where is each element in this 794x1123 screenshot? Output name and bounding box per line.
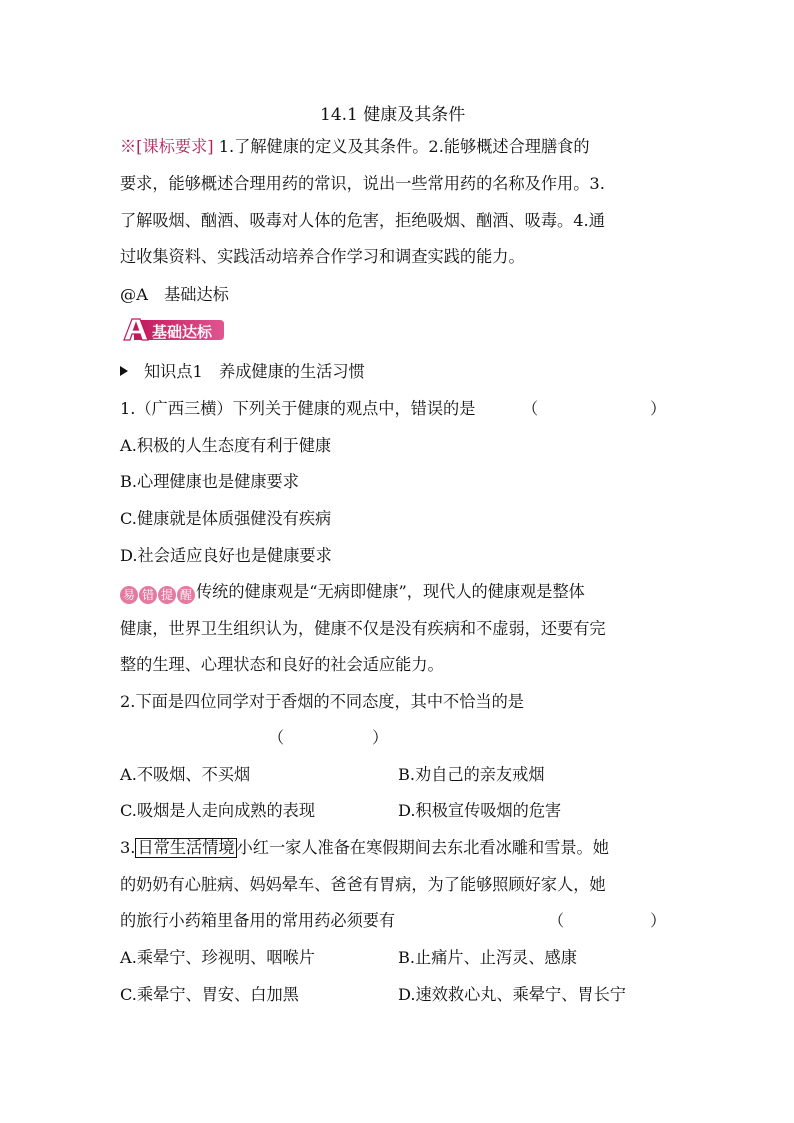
requirements-line-1 [120, 133, 590, 157]
q2-option-d: D.积极宣传吸烟的危害 [398, 801, 562, 820]
q2-option-b: B.劝自己的亲友戒烟 [398, 765, 545, 784]
q1-answer-paren-left: （ [522, 399, 539, 418]
q2-option-a: A.不吸烟、不买烟 [120, 765, 251, 784]
q3-option-c: C.乘晕宁、胃安、白加黑 [120, 985, 299, 1004]
q1-option-b: B.心理健康也是健康要求 [120, 472, 299, 491]
q3-text-1: 小红一家人准备在寒假期间去东北看冰雕和雪景。她 [236, 838, 609, 857]
tip-line-2: 健康，世界卫生组织认为，健康不仅是没有疾病和不虚弱，还要有完 [120, 619, 606, 638]
tip-char-3: 提 [158, 586, 176, 604]
q2-option-c: C.吸烟是人走向成熟的表现 [120, 801, 316, 820]
tip-line-1 [120, 578, 585, 604]
level-marker: @A 基础达标 [120, 285, 229, 304]
q3-line-1 [120, 834, 609, 858]
q1-option-d: D.社会适应良好也是健康要求 [120, 546, 332, 565]
requirements-label: ※[课标要求] [120, 137, 214, 156]
q2-stem: 2.下面是四位同学对于香烟的不同态度，其中不恰当的是 [120, 692, 524, 711]
q3-line-3: 的旅行小药箱里备用的常用药必须要有 [120, 911, 396, 930]
tip-char-1: 易 [120, 586, 138, 604]
knowledge-point-heading [120, 358, 365, 382]
requirements-line-2: 要求，能够概述合理用药的常识，说出一些常用药的名称及作用。3. [120, 174, 605, 193]
q3-option-a: A.乘晕宁、珍视明、咽喉片 [120, 948, 315, 967]
q3-line-2: 的奶奶有心脏病、妈妈晕车、爸爸有胃病，为了能够照顾好家人，她 [120, 875, 606, 894]
triangle-bullet-icon [120, 366, 128, 376]
q1-stem: 1.（广西三横）下列关于健康的观点中，错误的是 [120, 399, 476, 418]
q3-option-d: D.速效救心丸、乘晕宁、胃长宁 [398, 985, 626, 1004]
tip-text-1: 传统的健康观是“无病即健康”，现代人的健康观是整体 [196, 582, 585, 601]
tip-char-4: 醒 [177, 586, 195, 604]
q1-option-a: A.积极的人生态度有利于健康 [120, 436, 332, 455]
tip-line-3: 整的生理、心理状态和良好的社会适应能力。 [120, 655, 444, 674]
q2-answer-paren-left: （ [268, 728, 285, 747]
requirements-line-4: 过收集资料、实践活动培养合作学习和调查实践的能力。 [120, 247, 525, 266]
knowledge-point-label: 知识点1 养成健康的生活习惯 [144, 362, 365, 381]
error-tip-icon [120, 584, 196, 604]
tip-char-2: 错 [139, 586, 157, 604]
page-title: 14.1 健康及其条件 [320, 105, 466, 125]
q3-answer-paren-right: ） [650, 911, 667, 930]
badge-label: 基础达标 [152, 323, 213, 341]
q1-answer-paren-right: ） [650, 399, 667, 418]
q3-answer-paren-left: （ [548, 911, 565, 930]
requirements-line-3: 了解吸烟、酗酒、吸毒对人体的危害，拒绝吸烟、酗酒、吸毒。4.通 [120, 211, 605, 230]
requirements-text-1: 1.了解健康的定义及其条件。2.能够概述合理膳食的 [213, 137, 590, 156]
q2-answer-paren-right: ） [372, 728, 389, 747]
q3-number: 3. [120, 838, 136, 857]
basic-level-badge [120, 318, 226, 342]
q3-option-b: B.止痛片、止泻灵、感康 [398, 948, 577, 967]
q1-option-c: C.健康就是体质强健没有疾病 [120, 509, 332, 528]
q3-context-tag: 日常生活情境 [137, 838, 235, 857]
